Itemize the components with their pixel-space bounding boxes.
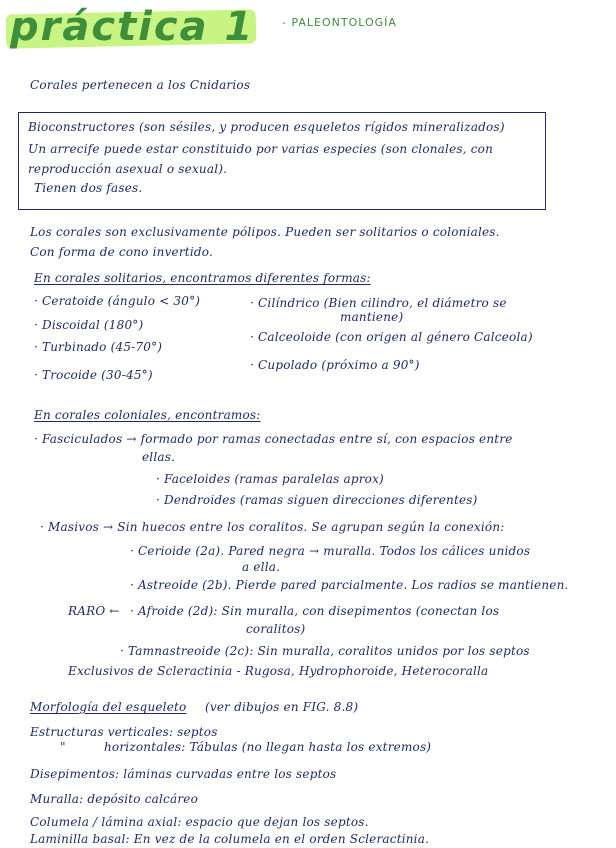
- morphology-figure-ref: (ver dibujos en FIG. 8.8): [205, 700, 359, 714]
- cerioide-line-1: · Cerioide (2a). Pared negra → muralla. Todos los cálices unidos: [130, 544, 531, 558]
- intro-corals-line: Corales pertenecen a los Cnidarios: [30, 78, 251, 92]
- solitary-form-item: · Discoidal (180°): [34, 318, 144, 332]
- columela-line: Columela / lámina axial: espacio que dejan los septos.: [30, 815, 369, 829]
- cerioide-line-2: a ella.: [242, 560, 281, 574]
- solitary-form-item: · Cupolado (próximo a 90°): [250, 358, 420, 372]
- solitary-form-item: · Ceratoide (ángulo < 30°): [34, 294, 201, 308]
- astreoide-line: · Astreoide (2b). Pierde pared parcialmente. Los radios se mantienen.: [130, 578, 569, 592]
- box-line-4: Tienen dos fases.: [34, 181, 143, 195]
- solitary-form-item: · Cilíndrico (Bien cilindro, el diámetro se: [250, 296, 507, 310]
- fasciculados-line-2: ellas.: [142, 450, 176, 464]
- colonial-heading: En corales coloniales, encontramos:: [34, 408, 261, 422]
- laminilla-line: Laminilla basal: En vez de la columela en el orden Scleractinia.: [30, 832, 430, 846]
- morphology-heading: Morfología del esqueleto: [30, 700, 187, 714]
- disepimentos-line: Disepimentos: láminas curvadas entre los septos: [30, 767, 337, 781]
- box-line-2: Un arrecife puede estar constituido por varias especies (son clonales, con: [28, 142, 494, 156]
- muralla-line: Muralla: depósito calcáreo: [30, 792, 198, 806]
- masivos-line: · Masivos → Sin huecos entre los coralitos. Se agrupan según la conexión:: [40, 520, 505, 534]
- box-line-3: reproducción asexual o sexual).: [28, 162, 228, 176]
- afroide-line-1: · Afroide (2d): Sin muralla, con disepimentos (conectan los: [130, 604, 500, 618]
- ditto-mark: ": [60, 740, 66, 754]
- solitary-form-item-continuation: mantiene): [340, 310, 404, 324]
- box-line-1: Bioconstructores (son sésiles, y producen esqueletos rígidos mineralizados): [28, 120, 505, 134]
- solitary-form-item: · Turbinado (45-70°): [34, 340, 163, 354]
- polyps-line-2: Con forma de cono invertido.: [30, 245, 213, 259]
- solitary-form-item: · Calceoloide (con origen al género Calceola): [250, 330, 533, 344]
- solitary-heading: En corales solitarios, encontramos diferentes formas:: [34, 271, 371, 285]
- tamnastreoide-line: · Tamnastreoide (2c): Sin muralla, coralitos unidos por los septos: [120, 644, 530, 658]
- raro-label: RARO ←: [68, 604, 120, 618]
- fasciculados-line-1: · Fasciculados → formado por ramas conectadas entre sí, con espacios entre: [34, 432, 513, 446]
- horizontal-structures-line: horizontales: Tábulas (no llegan hasta los extremos): [104, 740, 432, 754]
- afroide-line-2: coralitos): [246, 622, 306, 636]
- polyps-line-1: Los corales son exclusivamente pólipos. Pueden ser solitarios o coloniales.: [30, 225, 500, 239]
- page-subtitle: - PALEONTOLOGÍA: [282, 16, 397, 29]
- solitary-form-item: · Trocoide (30-45°): [34, 368, 153, 382]
- exclusivos-line: Exclusivos de Scleractinia - Rugosa, Hydrophoroide, Heterocoralla: [68, 664, 489, 678]
- page-title: práctica 1: [10, 4, 255, 50]
- vertical-structures-line: Estructuras verticales: septos: [30, 725, 218, 739]
- faceloide-line: · Faceloides (ramas paralelas aprox): [156, 472, 384, 486]
- dendroide-line: · Dendroides (ramas siguen direcciones diferentes): [156, 493, 478, 507]
